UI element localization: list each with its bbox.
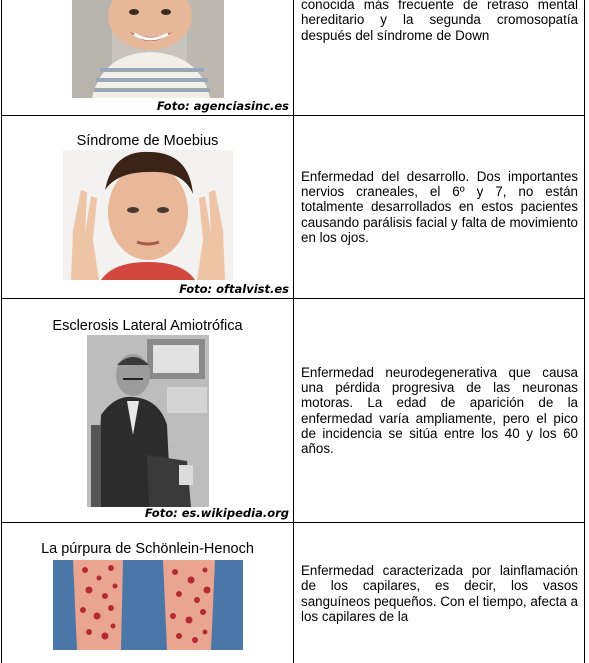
table-row (2, 116, 585, 299)
photo-credit: Foto: es.wikipedia.org (144, 506, 289, 520)
photo-smiling-boy-image (72, 0, 224, 98)
description-cell (294, 116, 585, 298)
disease-title: Síndrome de Moebius (76, 133, 219, 149)
photo-man-wheelchair (87, 335, 209, 507)
description-cell (294, 523, 585, 663)
photo-smiling-boy (72, 0, 224, 98)
description-text: Enfermedad neurodegenerativa que causa una pérdida progresiva de las neuronas motoras. La edad de aparición de la enfermedad varía ampliamente, pero el pico de incidencia se sitúa entre los 40 y los 60 años. (301, 364, 578, 457)
photo-legs-purpura-image (53, 560, 243, 650)
photo-legs-purpura (53, 560, 243, 650)
description-cell (294, 299, 585, 522)
image-cell (2, 299, 294, 522)
image-cell (2, 523, 294, 663)
table-row (2, 299, 585, 523)
image-cell (2, 0, 294, 115)
table-row (2, 523, 585, 663)
disease-title: Esclerosis Lateral Amiotrófica (52, 318, 243, 334)
photo-boy-peace-image (63, 150, 233, 280)
photo-man-wheelchair-image (87, 335, 209, 507)
photo-credit: Foto: agenciasinc.es (156, 99, 289, 113)
image-cell (2, 116, 294, 298)
description-cell (294, 0, 585, 115)
description-text: Enfermedad del desarrollo. Dos importantes nervios craneales, el 6º y 7, no están totalmente desarrollados en estos pacientes causando parálisis facial y falta de movimiento en los ojos. (301, 168, 578, 245)
disease-title: La púrpura de Schönlein-Henoch (41, 541, 254, 557)
description-text: conocida más frecuente de retraso mental hereditario y la segunda cromosopatía después del síndrome de Down (301, 0, 578, 43)
description-text: Enfermedad caracterizada por lainflamación de los capilares, es decir, los vasos sanguíneos pequeños. Con el tiempo, afecta a los capilares de la (301, 563, 578, 624)
disease-table (1, 0, 585, 663)
photo-credit: Foto: oftalvist.es (179, 282, 289, 296)
photo-boy-peace (63, 150, 233, 280)
table-row (2, 0, 585, 116)
